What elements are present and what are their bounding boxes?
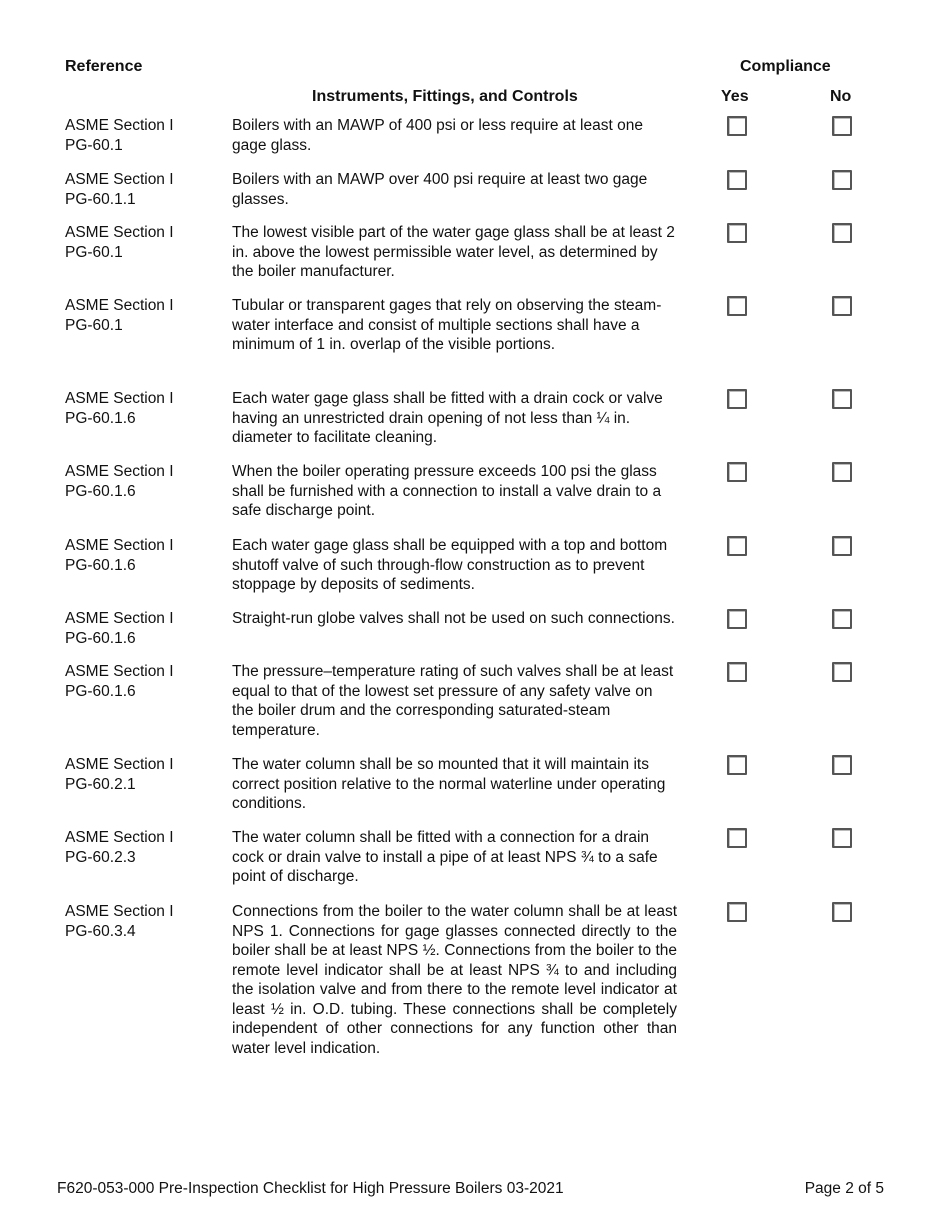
requirement-text: Connections from the boiler to the water column shall be at least NPS 1. Connections for gage glasses connected directly to the boiler shall be at least NPS ½. Connections from the boiler to the remote level indicator shall be at least NPS ¾ to and including the isolation valve and from there to the remote level indicator at least ½ in. O.D. tubing. These connections shall be completely independent of other connections for any function other than water level indication.: [232, 903, 677, 1057]
footer-page-number: Page 2 of 5: [804, 1180, 884, 1197]
no-checkbox[interactable]: [832, 170, 852, 190]
reference-code-line: ASME Section I: [65, 171, 174, 188]
reference-paragraph: PG-60.1.6: [65, 409, 136, 427]
reference-code-line: ASME Section I: [65, 224, 174, 241]
requirement-text: The pressure–temperature rating of such valves shall be at least equal to that of the lowest set pressure of any safety valve on the boiler drum and the corresponding saturated-steam temperature.: [232, 663, 674, 739]
yes-column-header: Yes: [721, 88, 749, 105]
reference-paragraph: PG-60.2.3: [65, 848, 136, 866]
no-checkbox[interactable]: [832, 296, 852, 316]
reference-cell: [65, 389, 215, 428]
no-checkbox[interactable]: [832, 389, 852, 409]
no-column-header: No: [830, 88, 852, 105]
requirement-text: Each water gage glass shall be equipped with a top and bottom shutoff valve of such through-flow construction as to prevent stoppage by deposits of sediments.: [232, 537, 668, 593]
no-checkbox[interactable]: [832, 609, 852, 629]
reference-paragraph: PG-60.1.6: [65, 682, 136, 700]
reference-cell: [65, 223, 215, 262]
requirement-text: The water column shall be fitted with a connection for a drain cock or drain valve to install a pipe of at least NPS ¾ to a safe point of discharge.: [232, 829, 658, 885]
reference-paragraph: PG-60.1: [65, 136, 123, 154]
reference-cell: [65, 116, 215, 155]
reference-cell: [65, 609, 215, 648]
no-checkbox[interactable]: [832, 116, 852, 136]
requirement-text: When the boiler operating pressure exceeds 100 psi the glass shall be furnished with a connection to install a valve drain to a safe discharge point.: [232, 463, 662, 519]
yes-checkbox[interactable]: [727, 462, 747, 482]
yes-checkbox[interactable]: [727, 170, 747, 190]
compliance-column-header: Compliance: [740, 58, 831, 75]
reference-cell: [65, 828, 215, 867]
reference-code-line: ASME Section I: [65, 663, 174, 680]
no-checkbox[interactable]: [832, 662, 852, 682]
no-checkbox[interactable]: [832, 536, 852, 556]
section-title: Instruments, Fittings, and Controls: [312, 88, 578, 105]
yes-checkbox[interactable]: [727, 296, 747, 316]
reference-cell: [65, 755, 215, 794]
no-checkbox[interactable]: [832, 828, 852, 848]
reference-cell: [65, 662, 215, 701]
yes-checkbox[interactable]: [727, 116, 747, 136]
yes-checkbox[interactable]: [727, 536, 747, 556]
yes-checkbox[interactable]: [727, 755, 747, 775]
no-checkbox[interactable]: [832, 755, 852, 775]
requirement-text: Boilers with an MAWP of 400 psi or less require at least one gage glass.: [232, 117, 643, 154]
reference-cell: [65, 902, 215, 941]
yes-checkbox[interactable]: [727, 828, 747, 848]
reference-cell: [65, 170, 215, 209]
no-checkbox[interactable]: [832, 223, 852, 243]
reference-paragraph: PG-60.2.1: [65, 775, 136, 793]
reference-paragraph: PG-60.1.6: [65, 482, 136, 500]
yes-checkbox[interactable]: [727, 389, 747, 409]
reference-cell: [65, 536, 215, 575]
reference-paragraph: PG-60.1.6: [65, 556, 136, 574]
footer-document-title: F620-053-000 Pre-Inspection Checklist for High Pressure Boilers 03-2021: [57, 1180, 564, 1197]
requirement-text: Straight-run globe valves shall not be used on such connections.: [232, 610, 675, 627]
reference-code-line: ASME Section I: [65, 903, 174, 920]
reference-paragraph: PG-60.1: [65, 316, 123, 334]
yes-checkbox[interactable]: [727, 902, 747, 922]
reference-paragraph: PG-60.1.6: [65, 629, 136, 647]
reference-code-line: ASME Section I: [65, 117, 174, 134]
reference-paragraph: PG-60.3.4: [65, 922, 136, 940]
reference-cell: [65, 462, 215, 501]
reference-code-line: ASME Section I: [65, 537, 174, 554]
reference-code-line: ASME Section I: [65, 610, 174, 627]
reference-paragraph: PG-60.1: [65, 243, 123, 261]
requirement-text: The water column shall be so mounted that it will maintain its correct position relative to the normal waterline under operating conditions.: [232, 756, 666, 812]
reference-code-line: ASME Section I: [65, 829, 174, 846]
reference-code-line: ASME Section I: [65, 297, 174, 314]
yes-checkbox[interactable]: [727, 662, 747, 682]
reference-column-header: Reference: [65, 58, 143, 75]
yes-checkbox[interactable]: [727, 609, 747, 629]
reference-code-line: ASME Section I: [65, 463, 174, 480]
reference-paragraph: PG-60.1.1: [65, 190, 136, 208]
requirement-text: The lowest visible part of the water gage glass shall be at least 2 in. above the lowest permissible water level, as determined by the boiler manufacturer.: [232, 224, 675, 280]
requirement-text: Boilers with an MAWP over 400 psi require at least two gage glasses.: [232, 171, 648, 208]
yes-checkbox[interactable]: [727, 223, 747, 243]
reference-code-line: ASME Section I: [65, 390, 174, 407]
requirement-text: Tubular or transparent gages that rely on observing the steam-water interface and consist of multiple sections shall have a minimum of 1 in. overlap of the visible portions.: [232, 297, 662, 353]
requirement-text: Each water gage glass shall be fitted with a drain cock or valve having an unrestricted drain opening of not less than ¼ in. diameter to facilitate cleaning.: [232, 390, 663, 446]
no-checkbox[interactable]: [832, 902, 852, 922]
no-checkbox[interactable]: [832, 462, 852, 482]
reference-cell: [65, 296, 215, 335]
reference-code-line: ASME Section I: [65, 756, 174, 773]
